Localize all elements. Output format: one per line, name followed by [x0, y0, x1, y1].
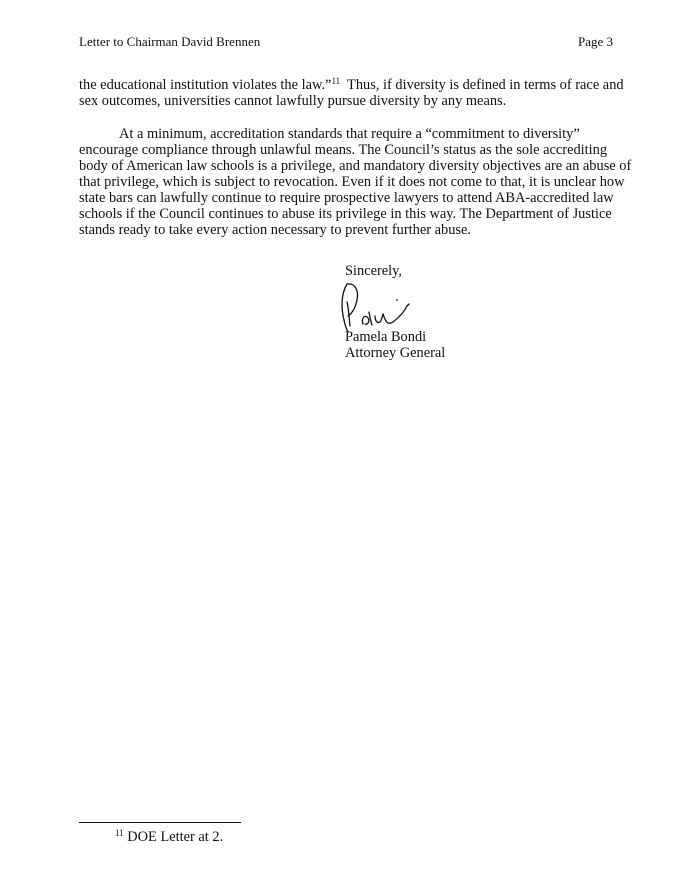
footnote-divider: [79, 822, 241, 823]
footnote-reference: 11: [331, 76, 341, 86]
footnote-number: 11: [115, 828, 124, 838]
signature-block: [345, 329, 445, 361]
paragraph-2: [79, 126, 632, 238]
paragraph-2-line: At a minimum, accreditation standards that require a “commitment to diversity”: [119, 126, 580, 142]
paragraph-1: [79, 76, 624, 109]
paragraph-2-line: body of American law schools is a privilege, and mandatory diversity objectives are an abuse of: [79, 158, 632, 174]
signer-title: Attorney General: [345, 345, 446, 361]
page-number: Page 3: [577, 34, 613, 49]
signer-name: Pamela Bondi: [345, 329, 427, 345]
paragraph-2-line: schools if the Council continues to abuse its privilege in this way. The Department of Justice: [79, 206, 612, 222]
paragraph-1-line-1: the educational institution violates the law.”$^{11}$ Thus, if diversity is defined in terms of race and: [79, 76, 624, 93]
paragraph-2-line: stands ready to take every action necessary to prevent further abuse.: [79, 222, 471, 238]
salutation: Sincerely,: [345, 263, 403, 279]
paragraph-2-line: state bars can lawfully continue to require prospective lawyers to attend ABA-accredited law: [79, 190, 614, 206]
footnote-text: DOE Letter at 2.: [123, 829, 224, 845]
paragraph-2-line: encourage compliance through unlawful means. The Council’s status as the sole accrediting: [79, 142, 608, 158]
running-header-title: Letter to Chairman David Brennen: [79, 34, 261, 49]
footnote: [115, 829, 223, 845]
paragraph-2-line: that privilege, which is subject to revocation. Even if it does not come to that, it is unclear how: [79, 174, 625, 190]
paragraph-1-line-2: sex outcomes, universities cannot lawfully pursue diversity by any means.: [79, 93, 507, 109]
